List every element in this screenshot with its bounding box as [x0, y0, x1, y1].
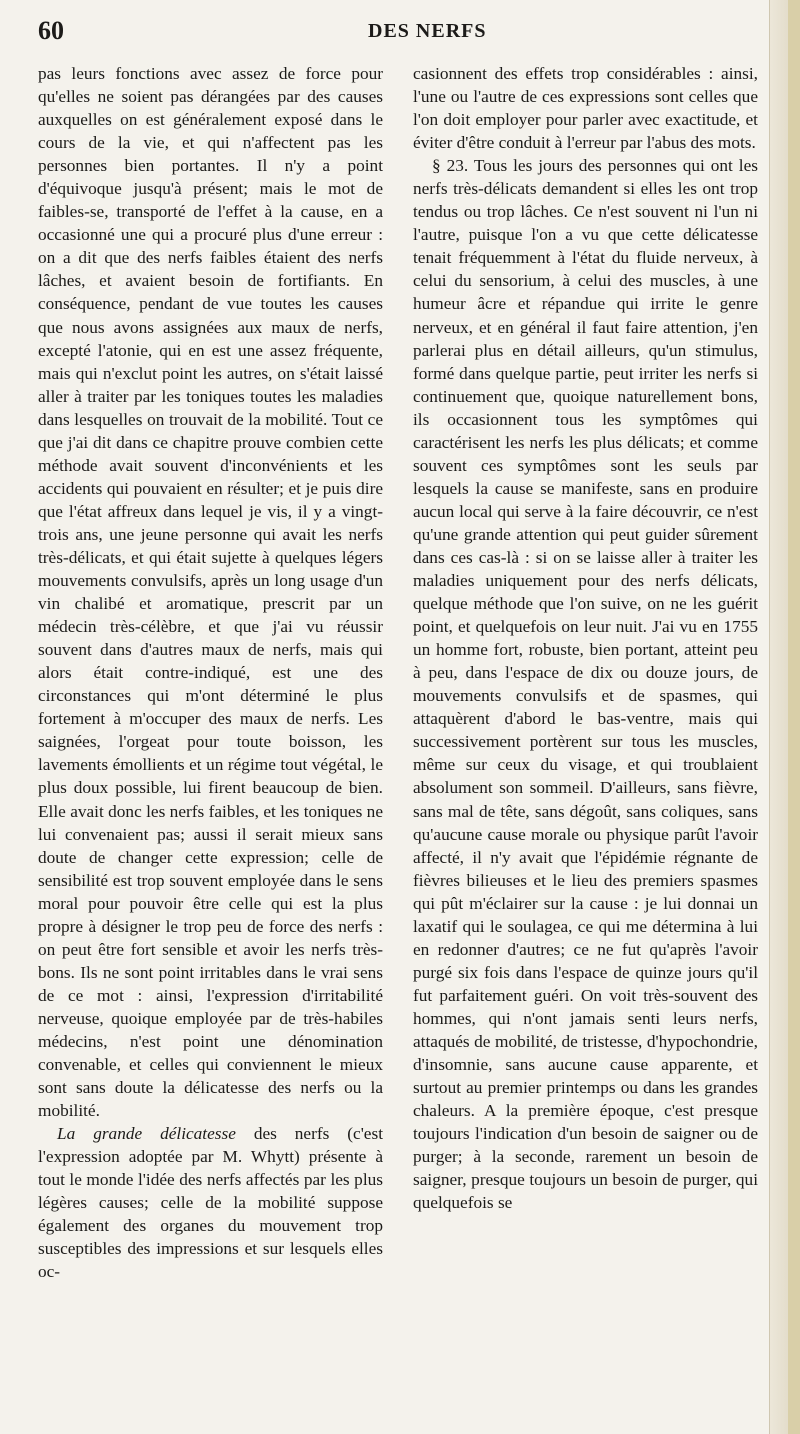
- left-paragraph-2-text: des nerfs (c'est l'expression adoptée par M. Whytt) présente à tout le monde l'idée des nerfs affectés par les plus légères causes; celle de la mobilité suppose également des organes du mouvement trop susceptibles des impressions et sur lesquels elles oc-: [38, 1124, 384, 1282]
- adjacent-page-edge: [769, 0, 800, 1434]
- left-paragraph-2: [38, 1122, 383, 1283]
- right-column: [413, 62, 758, 1214]
- italic-term: La grande délicatesse: [57, 1124, 236, 1144]
- right-paragraph-1: casionnent des effets trop considérables : ainsi, l'une ou l'autre de ces expressions sont celles que l'on doit employer pour parler avec exactitude, et éviter d'être conduit à l'erreur par l'abus des mots.: [413, 64, 758, 153]
- right-paragraph-2: § 23. Tous les jours des personnes qui ont les nerfs très-délicats demandent si elles les ont trop tendus ou trop lâches. Ce n'est souvent ni l'un ni l'autre, puisque l'on a vu que cette délicatesse tenait fréquemment à l'état du fluide nerveux, à celui du sensorium, à celui des muscles, à une humeur âcre et répandue qui irrite le genre nerveux, et en général il faut faire attention, j'en parlerai plus en détail ailleurs, qu'un stimulus, formé dans quelque partie, peut irriter les nerfs si continuement que, quoique naturellement bons, ils occasionnent tous les symptômes qui caractérisent les nerfs les plus délicats; et comme souvent ces symptômes sont les seuls par lesquels la cause se manifeste, sans en produire aucun local qui serve à la faire découvrir, ce n'est qu'une grande attention qui peut guider sûrement dans ces cas-là : si on se laisse aller à traiter les maladies uniquement pour des nerfs délicats, quelque méthode que l'on suive, on ne les guérit point, et quelquefois on leur nuit. J'ai vu en 1755 un homme fort, robuste, bien portant, atteint peu à peu, dans l'espace de dix ou douze jours, de mouvements convulsifs et de spasmes, qui attaquèrent d'abord le bas-ventre, mais qui successivement portèrent sur tous les muscles, même sur ceux du visage, et qui troublaient absolument son sommeil. D'ailleurs, sans fièvre, sans mal de tête, sans dégoût, sans coliques, sans qu'aucune cause morale ou physique parût l'avoir affecté, il n'y avait que l'épidémie régnante de fièvres bilieuses et le lieu des premiers spasmes qui pût m'éclairer sur la cause : je lui donnai un laxatif qui le soulagea, ce qui me détermina à lui en redonner d'autres; ce ne fut qu'après l'avoir purgé six fois dans l'espace de quinze jours qu'il fut parfaitement guéri. On voit très-souvent des hommes, qui n'ont jamais senti leurs nerfs, attaqués de mobilité, de tristesse, d'hypochondrie, d'insomnie, sans aucune cause apparente, et surtout au premier printemps ou dans les grandes chaleurs. A la première époque, c'est presque toujours l'indication d'un besoin de saigner ou de purger; à la seconde, rarement un besoin de saigner, presque toujours un besoin de purger, qui quelquefois se: [413, 156, 758, 1213]
- running-title: DES NERFS: [368, 20, 487, 42]
- page-edge-shadow: [788, 0, 800, 1434]
- left-paragraph-1: pas leurs fonctions avec assez de force pour qu'elles ne soient pas dérangées par des causes auxquelles on est généralement exposé dans le cours de la vie, et qui n'affectent pas les personnes bien portantes. Il n'y a point d'équivoque jusqu'à présent; mais le mot de faibles-se, transporté de l'effet à la cause, en a occasionné une qui a procuré plus d'une erreur : on a dit que des nerfs faibles étaient des nerfs lâches, et avaient besoin de fortifiants. En conséquence, pendant de vue toutes les causes que nous avons assignées aux maux de nerfs, excepté l'atonie, qui en est une assez fréquente, mais qui n'exclut point les autres, on s'était laissé aller à traiter par les toniques toutes les maladies dans lesquelles on trouvait de la mobilité. Tout ce que j'ai dit dans ce chapitre prouve combien cette méthode avait souvent d'inconvénients et les accidents qui pouvaient en résulter; et je puis dire que l'état affreux dans lequel je vis, il y a vingt-trois ans, une jeune personne qui avait les nerfs très-délicats, et qui était sujette à quelques légers mouvements convulsifs, après un long usage d'un vin chalibé et aromatique, prescrit par un médecin très-célèbre, et que j'ai vu réussir souvent dans d'autres maux de nerfs, mais qui alors était contre-indiqué, est une des circonstances qui m'ont déterminé le plus fortement à m'occuper des maux de nerfs. Les saignées, l'orgeat pour toute boisson, les lavements émollients et un régime tout végétal, le plus doux possible, lui firent beaucoup de bien. Elle avait donc les nerfs faibles, et les toniques ne lui convenaient pas; aussi il serait mieux sans doute de changer cette expression; celle de sensibilité est trop souvent employée dans le sens moral pour pouvoir être celle qui est la plus propre à désigner le trop peu de force des nerfs : on peut être fort sensible et avoir les nerfs très-bons. Ils ne sont point irritables dans le vrai sens de ce mot : ainsi, l'expression d'irritabilité nerveuse, quoique employée par de très-habiles médecins, n'est point une dénomination convenable, et celles qui conviennent le mieux sont sans doute la délicatesse des nerfs ou la mobilité.: [38, 64, 383, 1121]
- page-header: [38, 12, 758, 52]
- page-number: 60: [38, 16, 64, 45]
- left-column: [38, 62, 383, 1283]
